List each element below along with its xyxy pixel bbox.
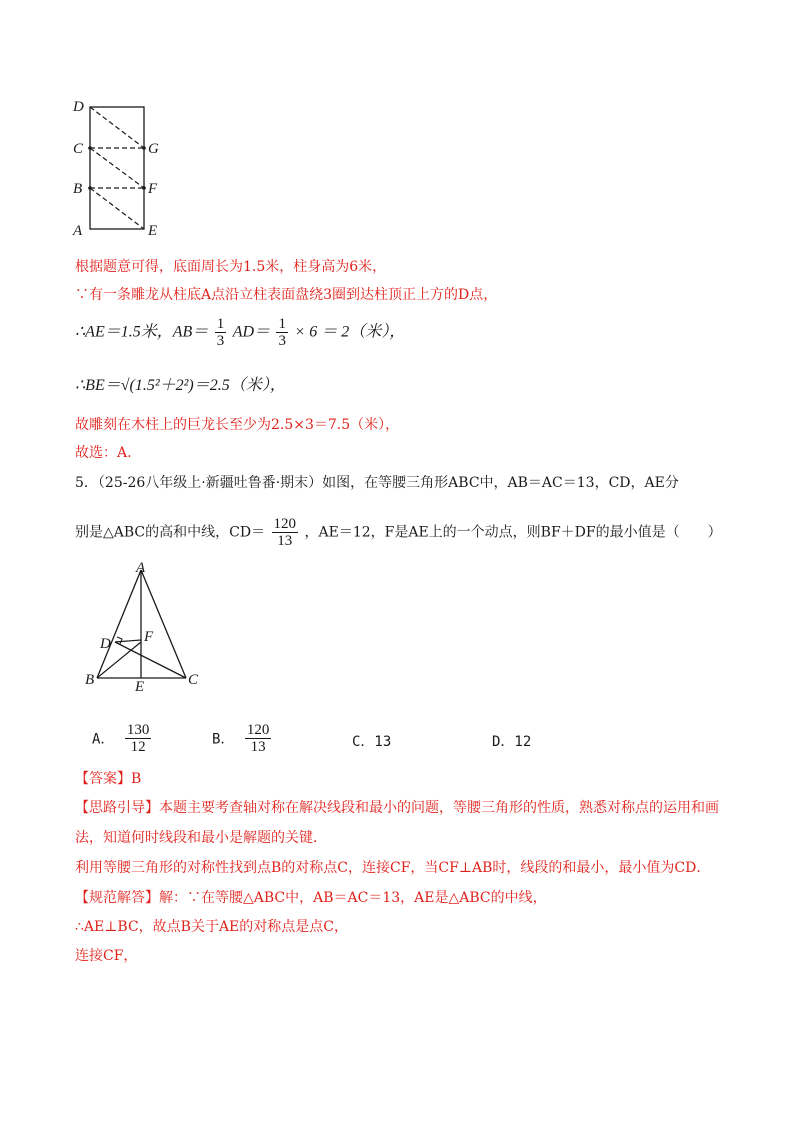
label-a2: A — [136, 560, 146, 576]
label-c2: C — [188, 672, 199, 688]
triangle-figure — [80, 560, 210, 695]
label-d2: D — [100, 636, 111, 652]
q5-line1: 5．（25-26八年级上·新疆吐鲁番·期末）如图，在等腰三角形ABC中，AB＝AC＝13，CD，AE分 — [75, 475, 679, 491]
label-b2: B — [85, 672, 95, 688]
diag-be — [90, 188, 144, 229]
option-b[interactable]: B． $\frac{120}{13}$ — [212, 722, 270, 755]
label-c: C — [73, 141, 84, 157]
sol4-line5: 故雕刻在木柱上的巨龙长至少为2.5×3＝7.5（米）， — [75, 417, 400, 433]
segment-df — [115, 640, 141, 642]
solution-line1: 【规范解答】解：∵在等腰△ABC中，AB＝AC＝13，AE是△ABC的中线， — [75, 890, 547, 906]
sol4-line3: ∴AE＝1.5米，AB＝ $\frac{1}{3}$ AD＝ $\frac{1}{3}$ × 6 ＝ 2（米）， — [75, 316, 406, 349]
option-a[interactable]: A． $\frac{130}{12}$ — [92, 722, 150, 755]
option-d[interactable]: D．12 — [492, 734, 532, 750]
hint-line2: 法，知道何时线段和最小是解题的关键． — [75, 830, 327, 846]
answer-line: 【答案】B — [75, 771, 142, 787]
label-d: D — [73, 99, 84, 115]
sol4-line6: 故选：A. — [75, 445, 132, 461]
diag-cf — [90, 148, 144, 188]
label-a: A — [73, 223, 83, 239]
sol4-line1: 根据题意可得，底面周长为1.5米，柱身高为6米， — [75, 259, 387, 275]
height-cd — [115, 642, 186, 678]
sol4-line4: ∴BE＝√(1.5²＋2²)＝2.5（米）， — [75, 377, 286, 394]
hint-line1: 【思路引导】本题主要考查轴对称在解决线段和最小的问题，等腰三角形的性质，熟悉对称点的运用和画 — [75, 800, 719, 816]
label-b: B — [73, 181, 83, 197]
label-g: G — [148, 141, 159, 157]
solution-line2: ∴AE⊥BC，故点B关于AE的对称点是点C， — [75, 919, 348, 935]
solution-line3: 连接CF， — [75, 948, 138, 964]
label-f2: F — [144, 629, 154, 645]
cylinder-unfold-figure — [70, 95, 170, 240]
q5-line2: 别是△ABC的高和中线，CD＝ $\frac{120}{13}$ ，AE＝12，F是AE上的一个动点，则BF＋DF的最小值是（ ） — [75, 516, 722, 549]
label-e: E — [148, 223, 158, 239]
label-f: F — [148, 181, 158, 197]
option-c[interactable]: C．13 — [352, 734, 392, 750]
side-ac — [141, 570, 186, 678]
hint-line3: 利用等腰三角形的对称性找到点B的对称点C，连接CF，当CF⊥AB时，线段的和最小，最小值为CD． — [75, 860, 711, 876]
label-e2: E — [135, 679, 145, 695]
sol4-line2: ∵有一条雕龙从柱底A点沿立柱表面盘绕3圈到达柱顶正上方的D点， — [75, 287, 498, 303]
diag-dg — [90, 107, 144, 148]
side-ab — [97, 570, 141, 678]
